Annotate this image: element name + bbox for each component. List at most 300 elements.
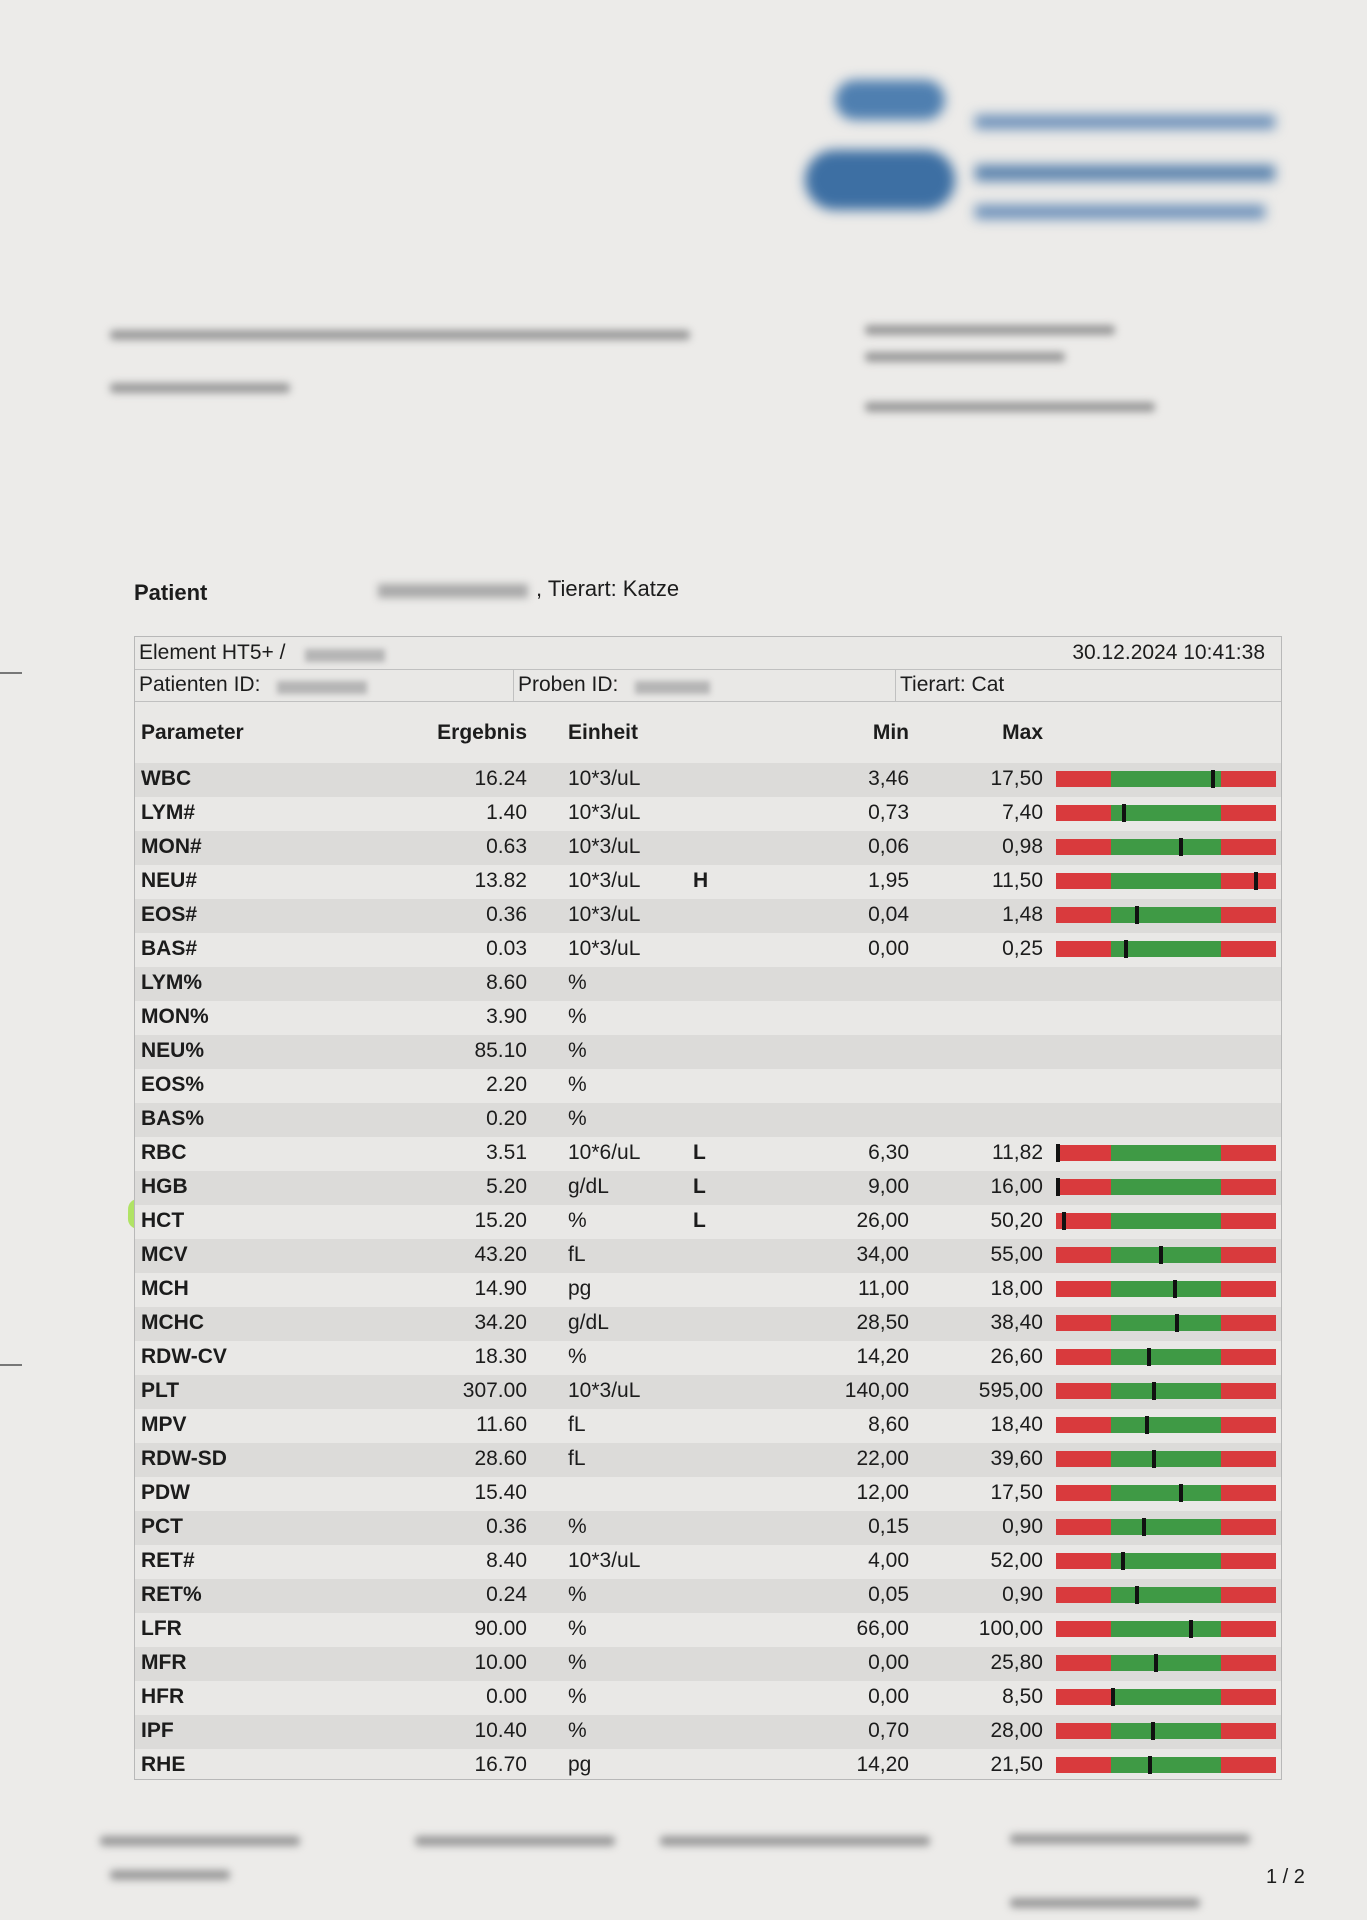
result-cell: 0.20: [486, 1107, 527, 1130]
reference-range-bar: [1056, 873, 1276, 889]
unit-cell: %: [568, 1209, 587, 1232]
result-cell: 10.00: [474, 1651, 527, 1674]
unit-cell: fL: [568, 1447, 586, 1470]
range-high-segment: [1221, 839, 1276, 855]
table-row: [135, 865, 1281, 899]
param-cell: RBC: [141, 1141, 187, 1164]
redacted-field: [305, 649, 385, 662]
param-cell: HFR: [141, 1685, 185, 1708]
max-cell: 55,00: [990, 1243, 1043, 1266]
result-cell: 8.60: [486, 971, 527, 994]
min-cell: 4,00: [868, 1549, 909, 1572]
unit-cell: %: [568, 1005, 587, 1028]
unit-cell: 10*3/uL: [568, 869, 641, 892]
param-cell: RHE: [141, 1753, 186, 1776]
table-row: [135, 831, 1281, 865]
blurred-footer-line: [110, 1870, 230, 1880]
max-cell: 26,60: [990, 1345, 1043, 1368]
reference-range-bar: [1056, 1723, 1276, 1739]
result-marker: [1173, 1280, 1177, 1298]
divider: [895, 669, 896, 701]
result-cell: 10.40: [474, 1719, 527, 1742]
result-marker: [1179, 838, 1183, 856]
table-row: [135, 1579, 1281, 1613]
range-normal-segment: [1111, 1655, 1221, 1671]
blurred-footer-line: [415, 1836, 615, 1846]
min-cell: 34,00: [856, 1243, 909, 1266]
blurred-footer-line: [100, 1836, 300, 1846]
range-normal-segment: [1111, 1349, 1221, 1365]
param-cell: MON%: [141, 1005, 209, 1028]
range-normal-segment: [1111, 1417, 1221, 1433]
result-cell: 1.40: [486, 801, 527, 824]
param-cell: PLT: [141, 1379, 180, 1402]
range-low-segment: [1056, 1655, 1111, 1671]
result-marker: [1152, 1382, 1156, 1400]
param-cell: LYM%: [141, 971, 203, 994]
result-marker: [1189, 1620, 1193, 1638]
reference-range-bar: [1056, 1621, 1276, 1637]
range-high-segment: [1221, 1553, 1276, 1569]
reference-range-bar: [1056, 907, 1276, 923]
param-cell: RET%: [141, 1583, 202, 1606]
table-row: [135, 933, 1281, 967]
max-cell: 0,90: [1002, 1583, 1043, 1606]
flag-cell: H: [693, 869, 709, 892]
min-cell: 22,00: [856, 1447, 909, 1470]
result-marker: [1124, 940, 1128, 958]
unit-cell: %: [568, 1583, 587, 1606]
unit-cell: %: [568, 971, 587, 994]
min-cell: 0,00: [868, 1685, 909, 1708]
param-cell: HCT: [141, 1209, 185, 1232]
param-cell: NEU#: [141, 869, 198, 892]
reference-range-bar: [1056, 1553, 1276, 1569]
min-cell: 0,04: [868, 903, 909, 926]
table-row: [135, 1035, 1281, 1069]
redacted-field: [635, 681, 710, 694]
range-low-segment: [1056, 1179, 1111, 1195]
result-cell: 43.20: [474, 1243, 527, 1266]
max-cell: 8,50: [1002, 1685, 1043, 1708]
patient-id-label: Patienten ID:: [139, 673, 261, 696]
range-low-segment: [1056, 1417, 1111, 1433]
result-marker: [1145, 1416, 1149, 1434]
result-cell: 8.40: [486, 1549, 527, 1572]
reference-range-bar: [1056, 1519, 1276, 1535]
param-cell: NEU%: [141, 1039, 205, 1062]
range-low-segment: [1056, 1247, 1111, 1263]
param-cell: LYM#: [141, 801, 196, 824]
reference-range-bar: [1056, 1145, 1276, 1161]
result-marker: [1135, 1586, 1139, 1604]
range-low-segment: [1056, 805, 1111, 821]
unit-cell: %: [568, 1345, 587, 1368]
range-low-segment: [1056, 1689, 1111, 1705]
species-label: Tierart: Cat: [900, 673, 1005, 696]
reference-range-bar: [1056, 1383, 1276, 1399]
result-marker: [1254, 872, 1258, 890]
unit-cell: 10*3/uL: [568, 1549, 641, 1572]
range-normal-segment: [1111, 1689, 1221, 1705]
max-cell: 25,80: [990, 1651, 1043, 1674]
min-cell: 0,05: [868, 1583, 909, 1606]
table-row: [135, 1749, 1281, 1783]
range-high-segment: [1221, 1315, 1276, 1331]
table-row: [135, 1715, 1281, 1749]
table-row: [135, 967, 1281, 1001]
reference-range-bar: [1056, 1417, 1276, 1433]
unit-cell: 10*6/uL: [568, 1141, 641, 1164]
range-low-segment: [1056, 907, 1111, 923]
blurred-address-line: [865, 352, 1065, 362]
col-header-result: Ergebnis: [437, 721, 527, 744]
range-normal-segment: [1111, 1485, 1221, 1501]
param-cell: EOS%: [141, 1073, 205, 1096]
table-row: [135, 1409, 1281, 1443]
min-cell: 1,95: [868, 869, 909, 892]
col-header-unit: Einheit: [568, 721, 639, 744]
unit-cell: fL: [568, 1243, 586, 1266]
max-cell: 0,98: [1002, 835, 1043, 858]
blurred-footer-line: [1010, 1898, 1200, 1908]
patient-label: Patient: [134, 580, 208, 605]
range-normal-segment: [1111, 1179, 1221, 1195]
range-high-segment: [1221, 1485, 1276, 1501]
param-cell: LFR: [141, 1617, 182, 1640]
min-cell: 9,00: [868, 1175, 909, 1198]
range-high-segment: [1221, 1587, 1276, 1603]
param-cell: MCH: [141, 1277, 189, 1300]
range-high-segment: [1221, 1519, 1276, 1535]
max-cell: 11,82: [992, 1141, 1043, 1164]
param-cell: PCT: [141, 1515, 183, 1538]
max-cell: 1,48: [1002, 903, 1043, 926]
range-normal-segment: [1111, 1247, 1221, 1263]
range-low-segment: [1056, 1451, 1111, 1467]
max-cell: 17,50: [990, 1481, 1043, 1504]
result-marker: [1062, 1212, 1066, 1230]
min-cell: 140,00: [844, 1379, 909, 1402]
fold-mark: [0, 1364, 22, 1366]
min-cell: 11,00: [858, 1277, 909, 1300]
reference-range-bar: [1056, 1179, 1276, 1195]
result-cell: 3.51: [486, 1141, 527, 1164]
range-normal-segment: [1111, 1281, 1221, 1297]
max-cell: 50,20: [990, 1209, 1043, 1232]
table-row: [135, 1273, 1281, 1307]
range-normal-segment: [1111, 1587, 1221, 1603]
range-normal-segment: [1111, 839, 1221, 855]
max-cell: 11,50: [992, 869, 1043, 892]
range-normal-segment: [1111, 1315, 1221, 1331]
min-cell: 28,50: [856, 1311, 909, 1334]
range-high-segment: [1221, 1757, 1276, 1773]
range-high-segment: [1221, 1723, 1276, 1739]
table-row: [135, 1545, 1281, 1579]
reference-range-bar: [1056, 1281, 1276, 1297]
result-marker: [1122, 804, 1126, 822]
result-cell: 307.00: [462, 1379, 527, 1402]
range-low-segment: [1056, 1315, 1111, 1331]
result-cell: 11.60: [476, 1413, 527, 1436]
reference-range-bar: [1056, 771, 1276, 787]
table-row: [135, 797, 1281, 831]
range-normal-segment: [1111, 1213, 1221, 1229]
min-cell: 0,00: [868, 937, 909, 960]
range-normal-segment: [1111, 1553, 1221, 1569]
col-header-min: Min: [872, 721, 909, 744]
range-low-segment: [1056, 1587, 1111, 1603]
blurred-address-line: [110, 383, 290, 393]
range-normal-segment: [1111, 1145, 1221, 1161]
result-cell: 90.00: [474, 1617, 527, 1640]
range-low-segment: [1056, 1757, 1111, 1773]
result-marker: [1121, 1552, 1125, 1570]
range-high-segment: [1221, 1213, 1276, 1229]
reference-range-bar: [1056, 1315, 1276, 1331]
min-cell: 26,00: [856, 1209, 909, 1232]
unit-cell: %: [568, 1073, 587, 1096]
result-marker: [1111, 1688, 1115, 1706]
result-marker: [1159, 1246, 1163, 1264]
range-low-segment: [1056, 873, 1111, 889]
max-cell: 18,40: [990, 1413, 1043, 1436]
table-row: [135, 763, 1281, 797]
range-normal-segment: [1111, 1519, 1221, 1535]
table-row: [135, 1137, 1281, 1171]
reference-range-bar: [1056, 1247, 1276, 1263]
unit-cell: pg: [568, 1277, 592, 1300]
table-row: [135, 1681, 1281, 1715]
range-high-segment: [1221, 1349, 1276, 1365]
blurred-address-line: [865, 325, 1115, 335]
flag-cell: L: [693, 1175, 706, 1198]
range-high-segment: [1221, 805, 1276, 821]
max-cell: 7,40: [1002, 801, 1043, 824]
flag-cell: L: [693, 1141, 706, 1164]
range-low-segment: [1056, 1145, 1111, 1161]
result-marker: [1179, 1484, 1183, 1502]
blurred-address-line: [110, 330, 690, 340]
min-cell: 3,46: [868, 767, 909, 790]
unit-cell: %: [568, 1515, 587, 1538]
range-low-segment: [1056, 1621, 1111, 1637]
min-cell: 14,20: [856, 1753, 909, 1776]
range-high-segment: [1221, 1655, 1276, 1671]
range-high-segment: [1221, 1689, 1276, 1705]
min-cell: 8,60: [868, 1413, 909, 1436]
unit-cell: 10*3/uL: [568, 801, 641, 824]
min-cell: 0,06: [868, 835, 909, 858]
range-high-segment: [1221, 1281, 1276, 1297]
min-cell: 6,30: [868, 1141, 909, 1164]
page-number: 1 / 2: [1266, 1866, 1305, 1888]
table-row: [135, 1001, 1281, 1035]
table-row: [135, 1103, 1281, 1137]
result-cell: 0.36: [486, 1515, 527, 1538]
report-ids: [135, 669, 1281, 702]
range-normal-segment: [1111, 805, 1221, 821]
result-marker: [1175, 1314, 1179, 1332]
blurred-footer-line: [1010, 1834, 1250, 1844]
range-low-segment: [1056, 1281, 1111, 1297]
range-normal-segment: [1111, 1757, 1221, 1773]
unit-cell: 10*3/uL: [568, 937, 641, 960]
table-row: [135, 1511, 1281, 1545]
result-marker: [1142, 1518, 1146, 1536]
max-cell: 38,40: [990, 1311, 1043, 1334]
min-cell: 0,73: [868, 801, 909, 824]
table-row: [135, 1375, 1281, 1409]
table-row: [135, 1069, 1281, 1103]
param-cell: HGB: [141, 1175, 188, 1198]
unit-cell: g/dL: [568, 1311, 609, 1334]
report-datetime: 30.12.2024 10:41:38: [1072, 641, 1265, 664]
table-row: [135, 899, 1281, 933]
reference-range-bar: [1056, 1655, 1276, 1671]
range-high-segment: [1221, 907, 1276, 923]
result-cell: 2.20: [486, 1073, 527, 1096]
unit-cell: pg: [568, 1753, 592, 1776]
range-normal-segment: [1111, 1383, 1221, 1399]
range-high-segment: [1221, 1179, 1276, 1195]
param-cell: MCV: [141, 1243, 188, 1266]
param-cell: RDW-SD: [141, 1447, 227, 1470]
reference-range-bar: [1056, 1451, 1276, 1467]
range-low-segment: [1056, 1349, 1111, 1365]
range-low-segment: [1056, 839, 1111, 855]
table-row: [135, 1443, 1281, 1477]
report-header: [135, 637, 1281, 670]
reference-range-bar: [1056, 1485, 1276, 1501]
range-low-segment: [1056, 1519, 1111, 1535]
result-cell: 0.03: [486, 937, 527, 960]
result-cell: 13.82: [474, 869, 527, 892]
range-low-segment: [1056, 1553, 1111, 1569]
result-marker: [1056, 1144, 1060, 1162]
param-cell: RDW-CV: [141, 1345, 227, 1368]
blurred-footer-line: [660, 1836, 930, 1846]
results-table: [134, 636, 1282, 1780]
param-cell: MFR: [141, 1651, 187, 1674]
param-cell: BAS#: [141, 937, 198, 960]
reference-range-bar: [1056, 1213, 1276, 1229]
unit-cell: 10*3/uL: [568, 767, 641, 790]
range-high-segment: [1221, 1451, 1276, 1467]
unit-cell: %: [568, 1617, 587, 1640]
reference-range-bar: [1056, 1689, 1276, 1705]
range-normal-segment: [1111, 907, 1221, 923]
result-cell: 5.20: [486, 1175, 527, 1198]
blurred-address-line: [865, 402, 1155, 412]
range-low-segment: [1056, 1723, 1111, 1739]
result-cell: 3.90: [486, 1005, 527, 1028]
unit-cell: 10*3/uL: [568, 1379, 641, 1402]
min-cell: 0,70: [868, 1719, 909, 1742]
max-cell: 21,50: [990, 1753, 1043, 1776]
result-cell: 15.20: [474, 1209, 527, 1232]
reference-range-bar: [1056, 805, 1276, 821]
result-cell: 0.36: [486, 903, 527, 926]
unit-cell: fL: [568, 1413, 586, 1436]
result-cell: 34.20: [474, 1311, 527, 1334]
range-high-segment: [1221, 1247, 1276, 1263]
unit-cell: %: [568, 1685, 587, 1708]
table-row: [135, 1239, 1281, 1273]
unit-cell: %: [568, 1107, 587, 1130]
min-cell: 0,00: [868, 1651, 909, 1674]
result-marker: [1151, 1722, 1155, 1740]
range-low-segment: [1056, 1485, 1111, 1501]
sample-id-label: Proben ID:: [518, 673, 619, 696]
min-cell: 14,20: [856, 1345, 909, 1368]
table-row: [135, 1307, 1281, 1341]
range-high-segment: [1221, 941, 1276, 957]
result-cell: 0.00: [486, 1685, 527, 1708]
unit-cell: 10*3/uL: [568, 903, 641, 926]
min-cell: 0,15: [868, 1515, 909, 1538]
param-cell: MON#: [141, 835, 202, 858]
result-marker: [1152, 1450, 1156, 1468]
range-low-segment: [1056, 941, 1111, 957]
range-low-segment: [1056, 1383, 1111, 1399]
table-row: [135, 1477, 1281, 1511]
unit-cell: g/dL: [568, 1175, 609, 1198]
result-marker: [1056, 1178, 1060, 1196]
range-high-segment: [1221, 1621, 1276, 1637]
max-cell: 39,60: [990, 1447, 1043, 1470]
max-cell: 28,00: [990, 1719, 1043, 1742]
reference-range-bar: [1056, 1349, 1276, 1365]
min-cell: 66,00: [856, 1617, 909, 1640]
table-row: [135, 1613, 1281, 1647]
param-cell: PDW: [141, 1481, 190, 1504]
max-cell: 17,50: [990, 767, 1043, 790]
col-header-parameter: Parameter: [141, 721, 244, 744]
param-cell: MCHC: [141, 1311, 204, 1334]
param-cell: WBC: [141, 767, 192, 790]
result-cell: 0.63: [486, 835, 527, 858]
table-row: [135, 1171, 1281, 1205]
reference-range-bar: [1056, 1757, 1276, 1773]
result-cell: 16.70: [474, 1753, 527, 1776]
range-high-segment: [1221, 1417, 1276, 1433]
range-normal-segment: [1111, 873, 1221, 889]
param-cell: EOS#: [141, 903, 198, 926]
result-marker: [1135, 906, 1139, 924]
result-cell: 0.24: [486, 1583, 527, 1606]
range-high-segment: [1221, 1145, 1276, 1161]
range-normal-segment: [1111, 1451, 1221, 1467]
range-high-segment: [1221, 1383, 1276, 1399]
reference-range-bar: [1056, 1587, 1276, 1603]
max-cell: 0,25: [1002, 937, 1043, 960]
unit-cell: %: [568, 1039, 587, 1062]
min-cell: 12,00: [856, 1481, 909, 1504]
range-high-segment: [1221, 771, 1276, 787]
max-cell: 100,00: [978, 1617, 1043, 1640]
result-cell: 85.10: [474, 1039, 527, 1062]
max-cell: 0,90: [1002, 1515, 1043, 1538]
redacted-field: [277, 681, 367, 694]
max-cell: 16,00: [990, 1175, 1043, 1198]
patient-name-redacted: [378, 584, 528, 598]
param-cell: MPV: [141, 1413, 187, 1436]
param-cell: RET#: [141, 1549, 195, 1572]
divider: [513, 669, 514, 701]
range-normal-segment: [1111, 1621, 1221, 1637]
